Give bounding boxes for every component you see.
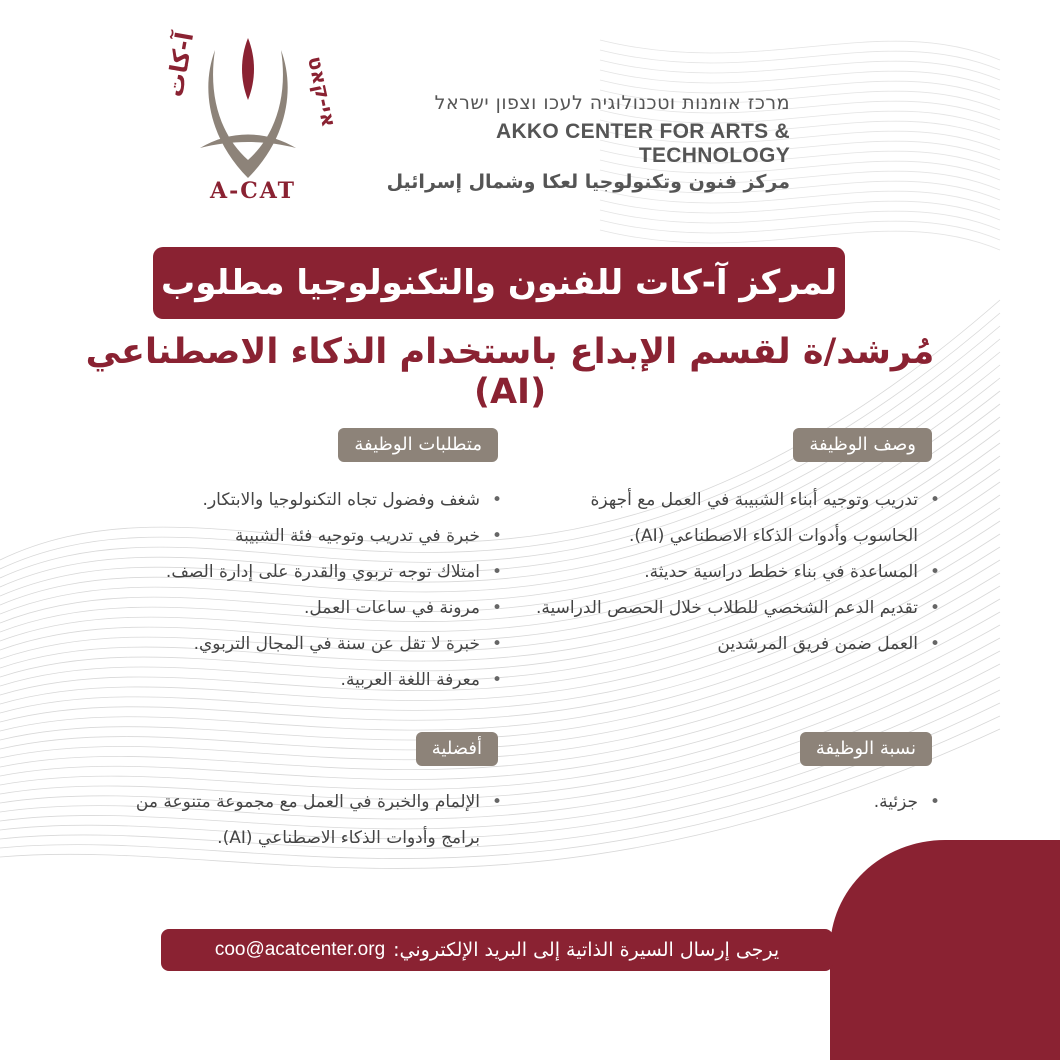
list-item: • جزئية. — [640, 784, 940, 820]
job-description-list — [520, 482, 940, 662]
wave-line — [600, 210, 1000, 230]
preference-list — [122, 784, 502, 856]
org-name-arabic: مركز فنون وتكنولوجيا لعكا وشمال إسرائيل — [386, 171, 790, 193]
list-item: • شغف وفضول تجاه التكنولوجيا والابتكار. — [142, 482, 502, 518]
list-item: • امتلاك توجه تربوي والقدرة على إدارة الصف. — [142, 554, 502, 590]
contact-instruction: يرجى إرسال السيرة الذاتية إلى البريد الإلكتروني: — [393, 939, 780, 961]
contact-banner — [161, 929, 833, 971]
section-job-description-label: وصف الوظيفة — [793, 428, 932, 462]
logo-arabic-text: آ-كات — [160, 29, 200, 100]
list-item: • خبرة لا تقل عن سنة في المجال التربوي. — [142, 626, 502, 662]
wave-line — [600, 60, 1000, 80]
wave-line — [600, 50, 1000, 70]
list-item: • مرونة في ساعات العمل. — [142, 590, 502, 626]
headline-banner: لمركز آ-كات للفنون والتكنولوجيا مطلوب — [153, 247, 845, 319]
acat-logo — [160, 29, 342, 205]
section-preference-label: أفضلية — [416, 732, 498, 766]
org-name-hebrew: מרכז אומנות וטכנולוגיה לעכו וצפון ישראל — [434, 92, 790, 114]
job-title: مُرشد/ة لقسم الإبداع باستخدام الذكاء الاصطناعي (AI) — [85, 332, 935, 412]
wave-line — [600, 200, 1000, 220]
section-job-requirements-label: متطلبات الوظيفة — [338, 428, 498, 462]
corner-decoration — [830, 840, 1060, 1060]
wave-line — [600, 70, 1000, 90]
list-item: • تقديم الدعم الشخصي للطلاب خلال الحصص الدراسية. — [520, 590, 940, 626]
wave-line — [600, 220, 1000, 240]
logo-latin-text: A-CAT — [210, 178, 296, 204]
logo-hebrew-text: אי-קאט — [303, 54, 342, 130]
org-name-english: AKKO CENTER FOR ARTS & TECHNOLOGY — [496, 120, 790, 167]
list-item: • المساعدة في بناء خطط دراسية حديثة. — [520, 554, 940, 590]
list-item: • خبرة في تدريب وتوجيه فئة الشبيبة — [142, 518, 502, 554]
section-job-scope-label: نسبة الوظيفة — [800, 732, 932, 766]
list-item: • العمل ضمن فريق المرشدين — [520, 626, 940, 662]
wave-line — [600, 40, 1000, 60]
list-item: • تدريب وتوجيه أبناء الشبيبة في العمل مع أجهزة الحاسوب وأدوات الذكاء الاصطناعي (AI). — [520, 482, 940, 554]
list-item: • معرفة اللغة العربية. — [142, 662, 502, 698]
list-item: • الإلمام والخبرة في العمل مع مجموعة متنوعة من برامج وأدوات الذكاء الاصطناعي (AI). — [122, 784, 502, 856]
contact-email-link[interactable]: coo@acatcenter.org — [214, 939, 386, 960]
wave-line — [600, 190, 1000, 210]
organization-name — [340, 92, 790, 193]
job-requirements-list — [142, 482, 502, 698]
job-scope-list — [640, 784, 940, 820]
